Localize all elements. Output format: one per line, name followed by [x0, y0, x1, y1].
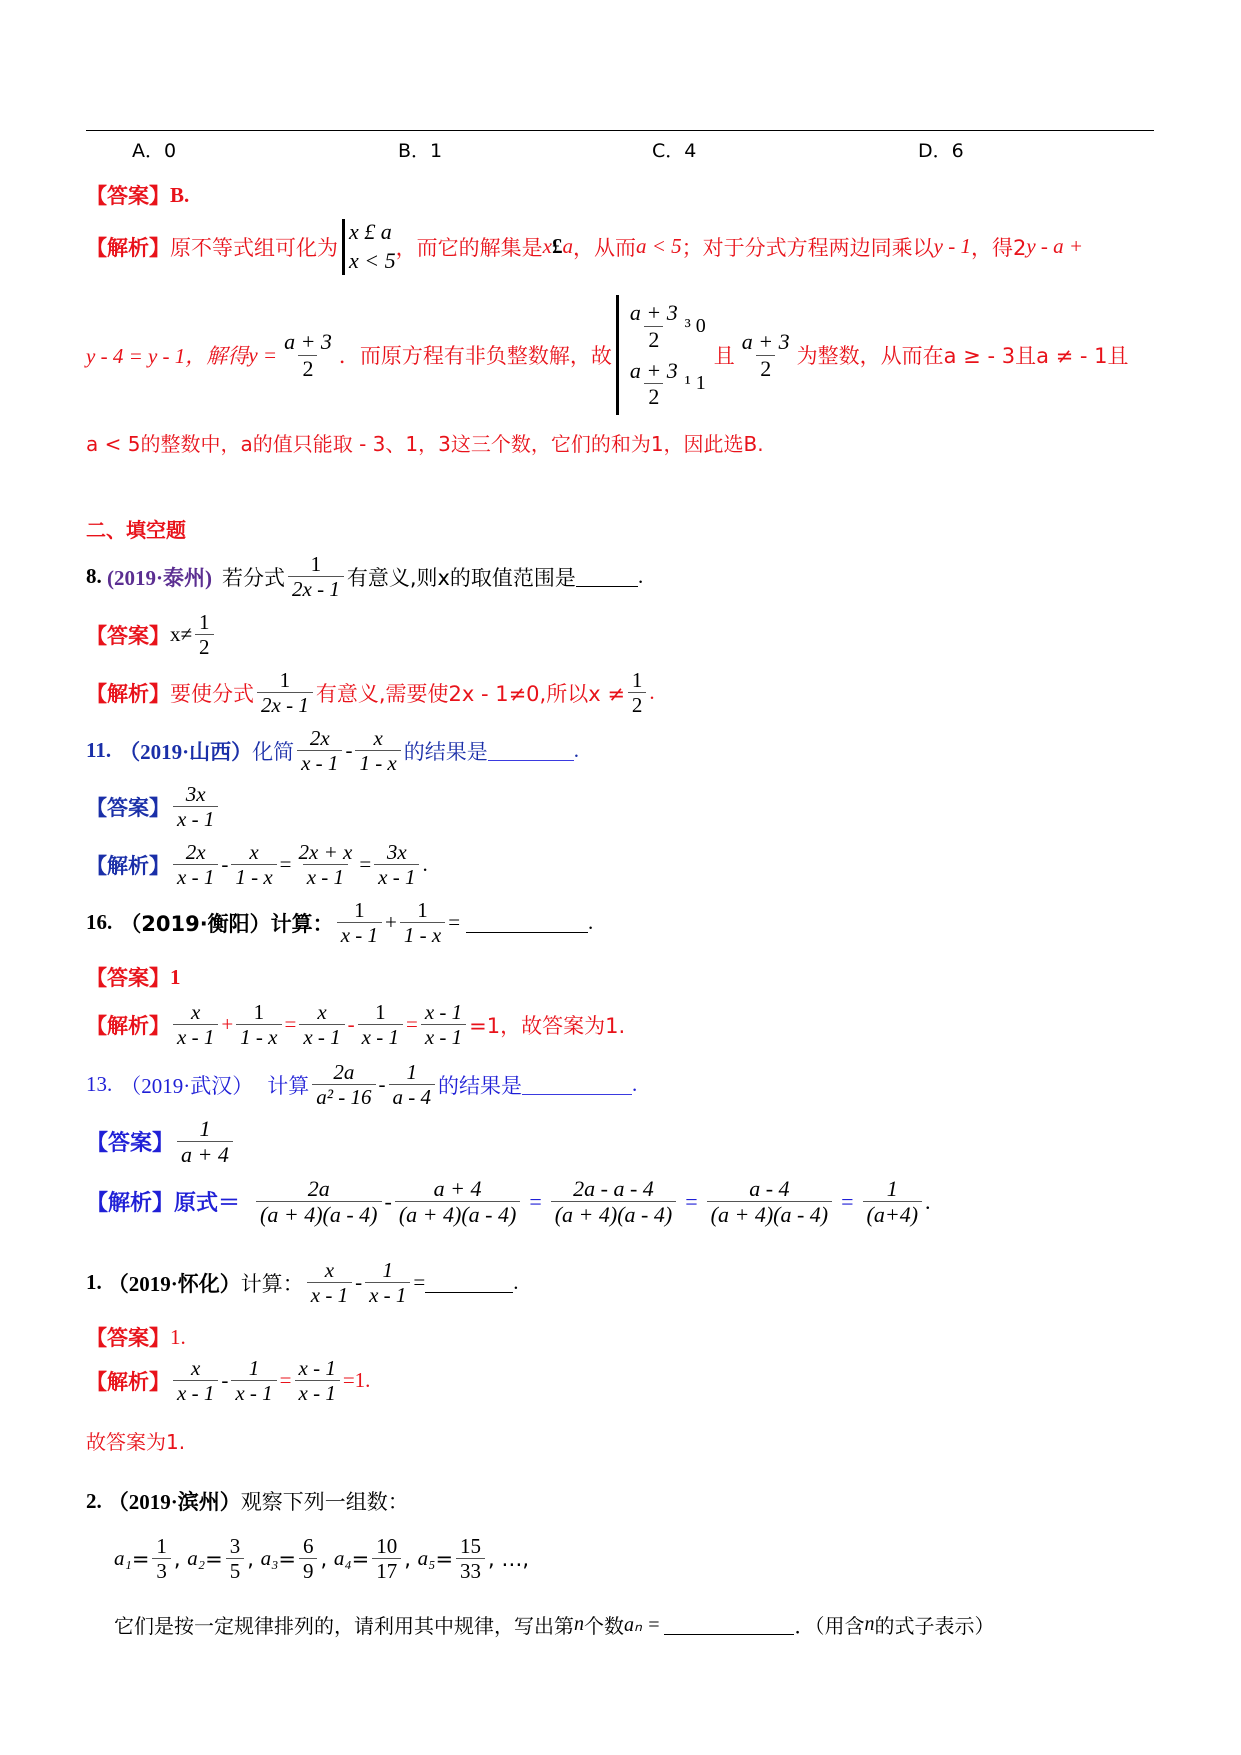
- fraction: [195, 610, 214, 659]
- numerator: 6: [302, 1534, 314, 1558]
- denominator: 5: [226, 1558, 245, 1583]
- denominator: 1 - x: [355, 750, 400, 775]
- answer-value: 1.: [170, 1324, 186, 1349]
- header-rule: [86, 130, 1154, 131]
- answer-label: 【答案】: [86, 966, 170, 990]
- question-number: 8: [86, 564, 97, 589]
- q1-answer: [86, 1322, 186, 1352]
- relation: ¹ 1: [684, 372, 706, 395]
- fraction: [374, 840, 419, 889]
- numerator: 2x: [185, 840, 206, 864]
- denominator: x - 1: [365, 1282, 410, 1307]
- denominator: 2: [628, 692, 647, 717]
- analysis-label: 【解析】: [86, 1369, 170, 1394]
- question-number: 11.: [86, 738, 112, 763]
- numerator: 1: [279, 668, 291, 692]
- denominator: 17: [372, 1558, 401, 1583]
- fraction: [372, 1534, 401, 1583]
- q16-analysis: 【解析】 $\frac{x}{x - 1}$ + $\frac{1}{1 - x}$ = $\frac{x}{x - 1}$ - $\frac{1}{x - 1}$ = $\frac{x - 1}{x - 1}$ =1，故答案为1.: [86, 1000, 626, 1050]
- sequence-row: a₁ = $\frac{1}{3}$ , a₂ = $\frac{3}{5}$ , a₃ = $\frac{6}{9}$ , a₄ = $\frac{10}{17}$ , a₅ = $\frac{15}{33}$ , …,: [114, 1534, 530, 1584]
- fraction: [312, 1060, 375, 1109]
- operator: -: [345, 738, 353, 763]
- numerator: x: [373, 726, 383, 750]
- fraction: [358, 1000, 403, 1049]
- question-source: （2019·山西）: [119, 739, 253, 764]
- numerator: x: [249, 840, 259, 864]
- operator: +: [385, 910, 397, 935]
- denominator: 2: [298, 355, 317, 381]
- denominator: x - 1: [173, 864, 218, 889]
- fraction: [177, 1116, 233, 1168]
- math-y: y =: [248, 342, 278, 367]
- q7-analysis-line3: a < 5的整数中，a的值只能取 - 3、1，3这三个数，它们的和为1，因此选B.: [86, 432, 764, 456]
- fraction: [288, 552, 344, 601]
- analysis-text: y - 4 = y - 1，解得: [86, 344, 249, 368]
- question-16: 16. （2019·衡阳）计算： $\frac{1}{x - 1}$ + $\frac{1}{1 - x}$ = .: [86, 898, 594, 948]
- question-text: 的结果是: [403, 739, 488, 764]
- instruction-text: 的式子表示）: [874, 1614, 995, 1638]
- seq-term: a₅: [417, 1546, 436, 1571]
- condition-1: [623, 300, 706, 352]
- denominator: x - 1: [231, 1380, 276, 1405]
- math-n: n: [864, 1613, 875, 1635]
- q7-analysis-line1: [86, 218, 1083, 275]
- fraction: [738, 329, 794, 381]
- denominator: 2: [644, 326, 663, 352]
- analysis-text: 有意义,需要使2x - 1≠0,所以x ≠: [315, 681, 625, 706]
- inequality-2: x < 5: [349, 247, 396, 273]
- answer-value: 1: [170, 964, 181, 989]
- numerator: x - 1: [424, 1000, 463, 1024]
- numerator: x - 1: [298, 1356, 336, 1380]
- denominator: 1 - x: [231, 864, 276, 889]
- answer-value: B.: [170, 182, 190, 207]
- numerator: 2x: [309, 726, 330, 750]
- math-le: £: [551, 234, 563, 259]
- q1-conclusion: 故答案为1.: [86, 1430, 186, 1454]
- section-title: 二、填空题: [86, 518, 186, 542]
- fraction: [395, 1176, 520, 1228]
- analysis-label: 【解析】: [86, 235, 170, 260]
- numerator: a + 3: [284, 329, 332, 355]
- q7-analysis-line2: [86, 290, 1129, 420]
- denominator: a - 4: [389, 1084, 436, 1109]
- q16-answer: [86, 962, 181, 992]
- numerator: a + 3: [629, 358, 678, 383]
- numerator: 1: [631, 668, 643, 692]
- question-number: 13.: [86, 1072, 113, 1097]
- question-1: 1. （2019·怀化） 计算： $\frac{x}{x - 1}$ - $\frac{1}{x - 1}$ = .: [86, 1258, 519, 1308]
- numerator: x: [317, 1000, 327, 1024]
- analysis-label: 【解析】: [86, 1013, 170, 1038]
- numerator: a + 3: [629, 300, 678, 326]
- numerator: 1: [886, 1176, 898, 1201]
- fraction: [337, 898, 382, 947]
- fraction: [299, 1534, 318, 1583]
- fraction: [707, 1176, 832, 1228]
- question-11: 11. （2019·山西） 化简 $\frac{2x}{x - 1}$ - $\frac{x}{1 - x}$ 的结果是 .: [86, 726, 580, 776]
- fraction: [257, 668, 313, 717]
- fraction: [280, 329, 336, 381]
- q13-answer: [86, 1116, 236, 1168]
- fraction: [299, 1000, 344, 1049]
- numerator: 1: [199, 610, 210, 634]
- q7-answer: [86, 180, 189, 210]
- denominator: 2x - 1: [257, 692, 313, 717]
- answer-label: 【答案】: [86, 1326, 170, 1350]
- denominator: x - 1: [337, 922, 382, 947]
- denominator: (a + 4)(a - 4): [707, 1201, 832, 1227]
- answer-blank[interactable]: [488, 740, 574, 761]
- analysis-text: ；对于分式方程两边同乘以: [681, 235, 934, 260]
- question-text: 计算：: [240, 1271, 304, 1296]
- denominator: 1 - x: [400, 922, 445, 947]
- analysis-text: 且: [713, 344, 735, 368]
- denominator: x - 1: [173, 1024, 218, 1049]
- numerator: 1: [354, 898, 365, 922]
- question-source: （2019·武汉）: [120, 1073, 254, 1098]
- fraction: [226, 1534, 245, 1583]
- denominator: (a + 4)(a - 4): [395, 1201, 520, 1227]
- question-source: （2019·滨州）: [107, 1490, 241, 1514]
- answer-blank[interactable]: [576, 566, 638, 587]
- analysis-text: ，得2: [970, 235, 1027, 260]
- numerator: 1: [375, 1000, 386, 1024]
- answer-blank[interactable]: [522, 1074, 632, 1095]
- condition-2: [623, 358, 706, 410]
- numerator: 1: [156, 1534, 167, 1558]
- numerator: 1: [248, 1356, 260, 1380]
- inequality-system: [349, 218, 396, 275]
- fraction: [297, 726, 342, 775]
- fraction: [365, 1258, 410, 1307]
- q2-instruction: [114, 1610, 994, 1639]
- equals: =: [413, 1270, 426, 1295]
- condition-system: [623, 300, 706, 409]
- operator: -: [355, 1270, 363, 1295]
- numerator: 2a - a - 4: [573, 1176, 654, 1201]
- relation: ³ 0: [684, 314, 706, 337]
- denominator: x - 1: [374, 864, 419, 889]
- fraction: [421, 1000, 466, 1049]
- numerator: 10: [376, 1534, 398, 1558]
- denominator: a + 4: [177, 1141, 233, 1167]
- analysis-text: 要使分式: [170, 681, 254, 706]
- analysis-text: ．而原方程有非负整数解，故: [338, 344, 612, 368]
- question-text: 若分式: [222, 565, 285, 590]
- math-a: a: [562, 234, 573, 259]
- brace-icon: [342, 219, 345, 275]
- fraction: [626, 300, 682, 352]
- answer-label: 【答案】: [86, 1131, 175, 1157]
- q11-answer: [86, 782, 221, 831]
- question-text: 观察下列一组数：: [240, 1490, 409, 1514]
- answer-blank[interactable]: [425, 1272, 513, 1293]
- numerator: 1: [382, 1258, 393, 1282]
- option-d: D．6: [918, 140, 964, 162]
- fraction: [173, 1356, 218, 1405]
- denominator: x - 1: [358, 1024, 403, 1049]
- fraction: [307, 1258, 352, 1307]
- numerator: a + 4: [433, 1176, 482, 1201]
- instruction-text: 个数: [584, 1614, 624, 1638]
- equals: =: [448, 910, 461, 935]
- question-text: 计算: [267, 1073, 310, 1098]
- question-source: （2019·衡阳）计算：: [120, 911, 334, 936]
- question-source: （2019·怀化）: [107, 1271, 241, 1296]
- fraction: [231, 1356, 276, 1405]
- analysis-text: 原不等式组可化为: [170, 235, 338, 260]
- numerator: 3x: [185, 782, 206, 806]
- numerator: 1: [417, 898, 428, 922]
- math-an: aₙ =: [624, 1614, 661, 1636]
- denominator: x - 1: [307, 1282, 352, 1307]
- option-b: B．1: [398, 140, 443, 162]
- denominator: 9: [299, 1558, 318, 1583]
- fraction: [256, 1176, 381, 1228]
- math-mult: y - 1: [933, 234, 971, 259]
- fraction: [863, 1176, 923, 1228]
- denominator: x - 1: [173, 1380, 218, 1405]
- numerator: 2a: [333, 1060, 355, 1084]
- denominator: 3: [152, 1558, 171, 1583]
- question-source: (2019·泰州): [107, 565, 212, 590]
- numerator: x: [324, 1258, 335, 1282]
- question-text: 化简: [252, 739, 295, 764]
- analysis-text: ，从而: [572, 235, 636, 260]
- numerator: 1: [406, 1060, 418, 1084]
- analysis-label: 【解析】原式＝: [86, 1191, 241, 1217]
- inequality-1: x £ a: [349, 219, 392, 244]
- seq-term: a₁: [114, 1546, 132, 1571]
- question-8: 8 . (2019·泰州) 若分式 $\frac{1}{2x - 1}$ 有意义,则x的取值范围是 .: [86, 552, 644, 602]
- fraction: [173, 782, 218, 831]
- denominator: 2: [756, 355, 775, 381]
- numerator: x: [191, 1000, 201, 1024]
- answer-blank[interactable]: [466, 912, 588, 933]
- brace-icon: [616, 295, 619, 415]
- denominator: (a + 4)(a - 4): [256, 1201, 381, 1227]
- fraction: [456, 1534, 485, 1583]
- denominator: (a+4): [863, 1201, 923, 1227]
- fraction: [236, 1000, 281, 1049]
- instruction-text: ．（用含: [794, 1614, 865, 1638]
- denominator: x - 1: [421, 1024, 466, 1049]
- denominator: 2: [195, 634, 214, 659]
- answer-label: 【答案】: [86, 623, 170, 648]
- answer-label: 【答案】: [86, 184, 170, 208]
- question-13: 13. （2019·武汉） 计算 $\frac{2a}{\text{a² - 16}}$ - $\frac{1}{a - 4}$ 的结果是 .: [86, 1060, 638, 1110]
- fraction: [295, 840, 357, 889]
- math-n: n: [574, 1613, 584, 1635]
- analysis-text: =1，故答案为1.: [469, 1013, 626, 1038]
- numerator: 2x + x: [298, 840, 353, 864]
- denominator: 33: [456, 1558, 485, 1583]
- question-number: 16.: [86, 910, 113, 935]
- q8-analysis: [86, 668, 655, 717]
- answer-blank[interactable]: [664, 1614, 794, 1635]
- answer-value: x≠: [170, 622, 193, 647]
- q11-analysis: 【解析】 $\frac{2x}{x - 1}$ - $\frac{x}{1 - x}$ = $\frac{2x + x}{x - 1}$ = $\frac{3x}{x - 1}$ .: [86, 840, 428, 890]
- denominator: x - 1: [303, 864, 348, 889]
- period: .: [649, 680, 655, 705]
- denominator: x - 1: [297, 750, 342, 775]
- analysis-label: 【解析】: [86, 681, 170, 706]
- analysis-text: ，而它的解集是: [395, 235, 543, 260]
- math-tail: y - a +: [1026, 234, 1084, 259]
- denominator: x - 1: [295, 1380, 340, 1405]
- q13-analysis: 【解析】原式＝ $\frac{2a}{(a + 4)(a - 4)}$ - $\frac{a + 4}{(a + 4)(a - 4)}$ = $\frac{2a - a - 4}{(a + 4)(a - 4)}$ = $\frac{a - 4}{(a + 4)(a - 4)}$ = $\frac{1}{(a+4)}$ .: [86, 1176, 931, 1228]
- analysis-text: =1.: [342, 1368, 371, 1393]
- numerator: 1: [253, 1000, 265, 1024]
- q8-answer: [86, 610, 217, 659]
- seq-term: a₄: [333, 1546, 352, 1571]
- fraction: [173, 1000, 218, 1049]
- denominator: x - 1: [299, 1024, 344, 1049]
- numerator: 2a: [307, 1176, 330, 1201]
- fraction: [152, 1534, 171, 1583]
- seq-term: a₂: [187, 1546, 206, 1571]
- ellipsis: …,: [501, 1546, 530, 1571]
- math-cond: a < 5: [635, 234, 682, 259]
- denominator: (a + 4)(a - 4): [551, 1201, 676, 1227]
- question-text: 有意义,则x的取值范围是: [346, 565, 576, 590]
- fraction: [626, 358, 682, 410]
- operator: -: [378, 1072, 386, 1097]
- fraction: [355, 726, 400, 775]
- analysis-label: 【解析】: [86, 853, 170, 878]
- question-text: 的结果是: [438, 1073, 523, 1098]
- numerator: 15: [460, 1534, 482, 1558]
- fraction: [173, 840, 218, 889]
- denominator: x - 1: [173, 806, 218, 831]
- fraction: [628, 668, 647, 717]
- question-number: 1.: [86, 1270, 102, 1295]
- fraction: [295, 1356, 340, 1405]
- numerator: a + 3: [741, 329, 790, 355]
- numerator: x: [191, 1356, 201, 1380]
- option-c: C．4: [652, 140, 697, 162]
- numerator: 3: [229, 1534, 241, 1558]
- fraction: [389, 1060, 436, 1109]
- analysis-text: 为整数，从而在a ≥ - 3且a ≠ - 1且: [796, 344, 1129, 368]
- fraction: [551, 1176, 676, 1228]
- instruction-text: 它们是按一定规律排列的，请利用其中规律，写出第: [114, 1614, 574, 1638]
- seq-term: a₃: [260, 1546, 279, 1571]
- math-x: x: [542, 234, 552, 259]
- answer-label: 【答案】: [86, 795, 170, 820]
- q1-analysis: 【解析】 $\frac{x}{x - 1}$ - $\frac{1}{x - 1}$ = $\frac{x - 1}{x - 1}$ =1.: [86, 1356, 371, 1406]
- fraction: [400, 898, 445, 947]
- option-a: A．0: [132, 140, 177, 162]
- numerator: 1: [310, 552, 322, 576]
- denominator: a² - 16: [312, 1084, 375, 1109]
- denominator: 2x - 1: [288, 576, 344, 601]
- denominator: 2: [644, 383, 663, 409]
- fraction: [231, 840, 276, 889]
- numerator: 3x: [386, 840, 407, 864]
- question-2: [86, 1486, 409, 1516]
- question-number: 2.: [86, 1488, 102, 1513]
- denominator: 1 - x: [236, 1024, 281, 1049]
- numerator: 1: [199, 1116, 211, 1141]
- numerator: a - 4: [749, 1176, 790, 1201]
